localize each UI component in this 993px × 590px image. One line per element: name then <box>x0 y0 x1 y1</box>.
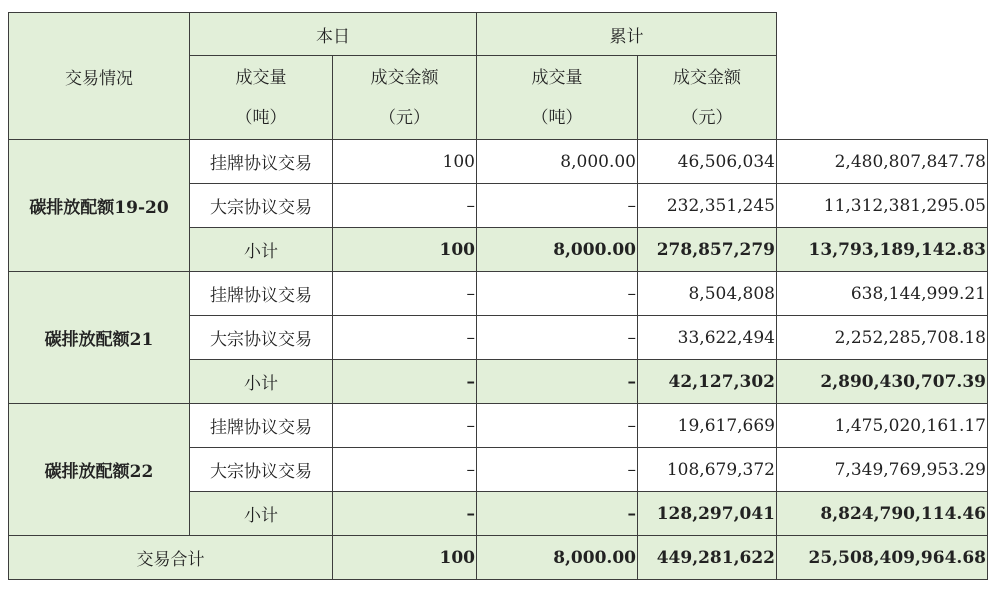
cumulative-volume-cell: 33,622,494 <box>638 316 777 360</box>
cumulative-amount-cell: 7,349,769,953.29 <box>777 448 988 492</box>
today-volume-cell: 100 <box>333 140 477 184</box>
cumulative-volume-cell: 108,679,372 <box>638 448 777 492</box>
category-cell: 碳排放配额22 <box>9 404 190 536</box>
today-volume-cell: – <box>333 448 477 492</box>
today-amount-cell: 8,000.00 <box>477 228 638 272</box>
today-amount-cell: – <box>477 272 638 316</box>
cumulative-volume-cell: 128,297,041 <box>638 492 777 536</box>
today-amount-cell: – <box>477 404 638 448</box>
subtotal-label: 小计 <box>190 228 333 272</box>
today-volume-unit: （吨） <box>235 107 287 128</box>
today-amount-cell: – <box>477 184 638 228</box>
today-volume-cell: – <box>333 492 477 536</box>
today-group-header: 本日 <box>190 13 477 56</box>
today-volume-cell: – <box>333 272 477 316</box>
cumulative-volume-cell: 19,617,669 <box>638 404 777 448</box>
cumulative-amount-label: 成交金额 <box>673 67 741 88</box>
category-cell: 碳排放配额19-20 <box>9 140 190 272</box>
subtotal-label: 小计 <box>190 360 333 404</box>
today-amount-unit: （元） <box>379 107 430 128</box>
cumulative-amount-cell: 2,480,807,847.78 <box>777 140 988 184</box>
today-volume-cell: 100 <box>333 228 477 272</box>
cumulative-volume-cell: 449,281,622 <box>638 536 777 580</box>
cumulative-volume-label: 成交量 <box>531 67 583 88</box>
today-amount-cell: – <box>477 316 638 360</box>
cumulative-group-header: 累计 <box>477 13 777 56</box>
today-volume-cell: – <box>333 404 477 448</box>
today-amount-cell: – <box>477 360 638 404</box>
cumulative-volume-unit: （吨） <box>531 107 583 128</box>
cumulative-amount-cell: 8,824,790,114.46 <box>777 492 988 536</box>
today-amount-cell: 8,000.00 <box>477 536 638 580</box>
cumulative-amount-cell: 11,312,381,295.05 <box>777 184 988 228</box>
cumulative-amount-cell: 2,252,285,708.18 <box>777 316 988 360</box>
trade-type-cell: 大宗协议交易 <box>190 448 333 492</box>
total-row <box>9 536 988 580</box>
cumulative-volume-cell: 232,351,245 <box>638 184 777 228</box>
cumulative-amount-cell: 1,475,020,161.17 <box>777 404 988 448</box>
today-amount-cell: – <box>477 492 638 536</box>
today-volume-cell: – <box>333 360 477 404</box>
table-row <box>9 140 988 184</box>
cumulative-amount-cell: 25,508,409,964.68 <box>777 536 988 580</box>
cumulative-volume-cell: 42,127,302 <box>638 360 777 404</box>
today-amount-header <box>333 56 477 140</box>
cumulative-volume-cell: 8,504,808 <box>638 272 777 316</box>
today-amount-cell: – <box>477 448 638 492</box>
trade-type-cell: 大宗协议交易 <box>190 184 333 228</box>
cumulative-volume-cell: 46,506,034 <box>638 140 777 184</box>
cumulative-amount-cell: 2,890,430,707.39 <box>777 360 988 404</box>
row-label-header: 交易情况 <box>9 13 190 140</box>
today-volume-cell: – <box>333 184 477 228</box>
cumulative-volume-header <box>477 56 638 140</box>
today-volume-cell: 100 <box>333 536 477 580</box>
table-row <box>9 404 988 448</box>
cumulative-volume-cell: 278,857,279 <box>638 228 777 272</box>
trade-type-cell: 大宗协议交易 <box>190 316 333 360</box>
today-volume-label: 成交量 <box>235 67 287 88</box>
cumulative-amount-header <box>638 56 777 140</box>
cumulative-amount-cell: 638,144,999.21 <box>777 272 988 316</box>
today-amount-cell: 8,000.00 <box>477 140 638 184</box>
subtotal-label: 小计 <box>190 492 333 536</box>
carbon-trading-table <box>8 12 988 580</box>
today-volume-cell: – <box>333 316 477 360</box>
trade-type-cell: 挂牌协议交易 <box>190 272 333 316</box>
today-amount-label: 成交金额 <box>370 67 439 88</box>
today-volume-header <box>190 56 333 140</box>
category-cell: 碳排放配额21 <box>9 272 190 404</box>
table-row <box>9 272 988 316</box>
trade-type-cell: 挂牌协议交易 <box>190 404 333 448</box>
cumulative-amount-unit: （元） <box>681 107 733 128</box>
total-label: 交易合计 <box>9 536 333 580</box>
trade-type-cell: 挂牌协议交易 <box>190 140 333 184</box>
cumulative-amount-cell: 13,793,189,142.83 <box>777 228 988 272</box>
